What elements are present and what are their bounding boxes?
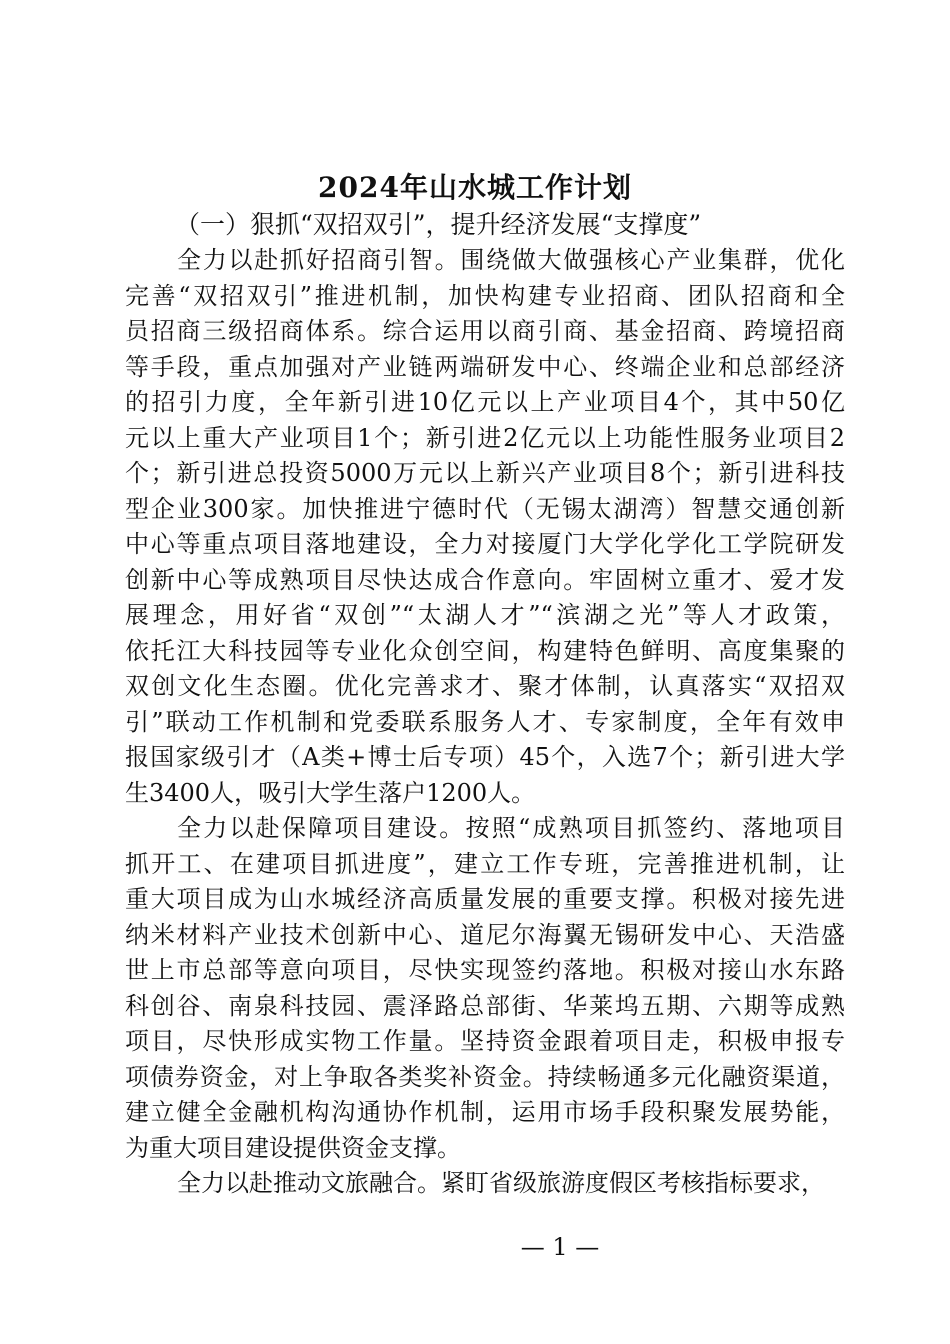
paragraph-line: 展理念，用好省“双创”“太湖人才”“滨湖之光”等人才政策， bbox=[125, 601, 845, 629]
paragraph-line: 科创谷、南泉科技园、震泽路总部街、华莱坞五期、六期等成熟 bbox=[125, 991, 845, 1020]
paragraph-line: 纳米材料产业技术创新中心、道尼尔海翼无锡研发中心、天浩盛 bbox=[125, 920, 845, 949]
paragraph-line: 项目，尽快形成实物工作量。坚持资金跟着项目走，积极申报专 bbox=[125, 1027, 845, 1055]
paragraph-line: 全力以赴推动文旅融合。紧盯省级旅游度假区考核指标要求， bbox=[177, 1169, 825, 1197]
section-heading: （一）狠抓“双招双引”，提升经济发展“支撑度” bbox=[175, 210, 702, 239]
paragraph-line: 全力以赴保障项目建设。按照“成熟项目抓签约、落地项目 bbox=[177, 814, 845, 842]
paragraph-line: 员招商三级招商体系。综合运用以商引商、基金招商、跨境招商 bbox=[125, 317, 845, 345]
paragraph-line: 中心等重点项目落地建设，全力对接厦门大学化学化工学院研发 bbox=[125, 530, 845, 558]
paragraph-line: 世上市总部等意向项目，尽快实现签约落地。积极对接山水东路 bbox=[125, 956, 845, 984]
paragraph-line: 个；新引进总投资5000万元以上新兴产业项目8个；新引进科技 bbox=[125, 459, 845, 487]
paragraph-line: 等手段，重点加强对产业链两端研发中心、终端企业和总部经济 bbox=[125, 352, 845, 381]
paragraph-line: 引”联动工作机制和党委联系服务人才、专家制度，全年有效申 bbox=[125, 707, 845, 736]
paragraph bbox=[125, 811, 845, 1166]
paragraph-line: 生3400人，吸引大学生落户1200人。 bbox=[125, 778, 536, 807]
paragraph-line: 抓开工、在建项目抓进度”，建立工作专班，完善推进机制，让 bbox=[125, 849, 845, 878]
page-number: — 1 — bbox=[520, 1233, 600, 1261]
paragraph-line: 的招引力度，全年新引进10亿元以上产业项目4个，其中50亿 bbox=[125, 388, 845, 416]
paragraph-line: 报国家级引才（A类+博士后专项）45个，入选7个；新引进大学 bbox=[125, 743, 845, 771]
paragraph-line: 元以上重大产业项目1个；新引进2亿元以上功能性服务业项目2 bbox=[125, 423, 845, 452]
document-body bbox=[125, 243, 845, 1202]
paragraph-line: 双创文化生态圈。优化完善求才、聚才体制，认真落实“双招双 bbox=[125, 672, 845, 700]
document-title: 2024年山水城工作计划 bbox=[318, 171, 632, 204]
paragraph-line: 依托江大科技园等专业化众创空间，构建特色鲜明、高度集聚的 bbox=[125, 636, 845, 665]
paragraph-line: 创新中心等成熟项目尽快达成合作意向。牢固树立重才、爱才发 bbox=[125, 565, 845, 594]
paragraph-line: 建立健全金融机构沟通协作机制，运用市场手段积聚发展势能， bbox=[125, 1098, 845, 1126]
paragraph-line: 重大项目成为山水城经济高质量发展的重要支撑。积极对接先进 bbox=[125, 885, 845, 913]
paragraph-line: 完善“双招双引”推进机制，加快构建专业招商、团队招商和全 bbox=[125, 281, 845, 310]
paragraph-line: 为重大项目建设提供资金支撑。 bbox=[125, 1133, 461, 1162]
paragraph-line: 项债券资金，对上争取各类奖补资金。持续畅通多元化融资渠道， bbox=[125, 1062, 845, 1091]
paragraph-line: 全力以赴抓好招商引智。围绕做大做强核心产业集群，优化 bbox=[177, 246, 845, 274]
paragraph bbox=[125, 1166, 845, 1202]
paragraph bbox=[125, 243, 845, 811]
paragraph-line: 型企业300家。加快推进宁德时代（无锡太湖湾）智慧交通创新 bbox=[125, 494, 845, 523]
